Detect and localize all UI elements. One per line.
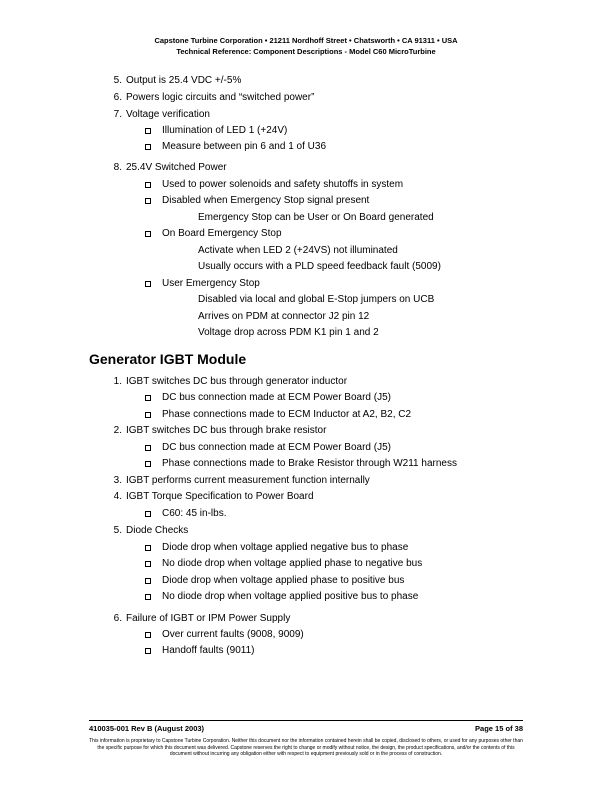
item-text: Disabled via local and global E-Stop jumpers on UCB <box>198 294 435 305</box>
header-company-line: Capstone Turbine Corporation • 21211 Nordhoff Street • Chatsworth • CA 91311 • USA <box>154 36 458 45</box>
checkbox-bullet-icon <box>145 561 151 567</box>
item-text: Activate when LED 2 (+24VS) not illuminated <box>198 245 398 256</box>
item-number: 5. <box>113 75 122 86</box>
item-text: On Board Emergency Stop <box>162 228 282 239</box>
footer-doc-id: 410035-001 Rev B (August 2003) <box>89 724 205 733</box>
checkbox-bullet-icon <box>145 144 151 150</box>
item-text: Phase connections made to Brake Resistor through W211 harness <box>162 458 457 469</box>
item-number: 3. <box>113 475 122 486</box>
item-text: Over current faults (9008, 9009) <box>162 629 304 640</box>
page-header <box>0 36 612 57</box>
checkbox-bullet-icon <box>145 511 151 517</box>
item-text: Measure between pin 6 and 1 of U36 <box>162 141 326 152</box>
item-text: Diode drop when voltage applied phase to positive bus <box>162 575 405 586</box>
item-text: Illumination of LED 1 (+24V) <box>162 125 288 136</box>
item-number: 2. <box>113 425 122 436</box>
item-text: Diode drop when voltage applied negative bus to phase <box>162 542 409 553</box>
item-text: IGBT performs current measurement function internally <box>126 475 370 486</box>
item-text: Arrives on PDM at connector J2 pin 12 <box>198 311 370 322</box>
checkbox-bullet-icon <box>145 281 151 287</box>
checkbox-bullet-icon <box>145 198 151 204</box>
item-number: 7. <box>113 109 122 120</box>
checkbox-bullet-icon <box>145 231 151 237</box>
item-text: DC bus connection made at ECM Power Board (J5) <box>162 442 391 453</box>
item-text: No diode drop when voltage applied positive bus to phase <box>162 591 419 602</box>
item-text: Voltage verification <box>126 109 210 120</box>
footer-divider <box>89 720 523 721</box>
item-text: Usually occurs with a PLD speed feedback fault (5009) <box>198 261 441 272</box>
checkbox-bullet-icon <box>145 648 151 654</box>
item-text: C60: 45 in-lbs. <box>162 508 227 519</box>
checkbox-bullet-icon <box>145 395 151 401</box>
item-text: Diode Checks <box>126 525 189 536</box>
item-number: 6. <box>113 92 122 103</box>
item-text: IGBT switches DC bus through brake resistor <box>126 425 327 436</box>
checkbox-bullet-icon <box>145 128 151 134</box>
item-text: Failure of IGBT or IPM Power Supply <box>126 613 291 624</box>
item-number: 1. <box>113 376 122 387</box>
checkbox-bullet-icon <box>145 545 151 551</box>
item-text: No diode drop when voltage applied phase to negative bus <box>162 558 423 569</box>
item-number: 4. <box>113 491 122 502</box>
checkbox-bullet-icon <box>145 412 151 418</box>
item-text: Handoff faults (9011) <box>162 645 255 656</box>
item-text: Output is 25.4 VDC +/-5% <box>126 75 242 86</box>
item-number: 6. <box>113 613 122 624</box>
footer-page-number: Page 15 of 38 <box>475 724 523 733</box>
item-number: 5. <box>113 525 122 536</box>
checkbox-bullet-icon <box>145 461 151 467</box>
item-number: 8. <box>113 162 122 173</box>
item-text: Disabled when Emergency Stop signal present <box>162 195 370 206</box>
item-text: Phase connections made to ECM Inductor at A2, B2, C2 <box>162 409 412 420</box>
item-text: Emergency Stop can be User or On Board generated <box>198 212 434 223</box>
header-reference-line: Technical Reference: Component Descriptions - Model C60 MicroTurbine <box>176 46 436 56</box>
item-text: DC bus connection made at ECM Power Board (J5) <box>162 392 391 403</box>
checkbox-bullet-icon <box>145 578 151 584</box>
checkbox-bullet-icon <box>145 445 151 451</box>
item-text: Used to power solenoids and safety shutoffs in system <box>162 179 404 190</box>
item-text: Powers logic circuits and “switched power” <box>126 92 315 103</box>
checkbox-bullet-icon <box>145 632 151 638</box>
item-text: User Emergency Stop <box>162 278 260 289</box>
checkbox-bullet-icon <box>145 182 151 188</box>
item-text: 25.4V Switched Power <box>126 162 227 173</box>
item-text: IGBT Torque Specification to Power Board <box>126 491 314 502</box>
footer-proprietary-notice: This information is proprietary to Capstone Turbine Corporation. Neither this document nor the information contained herein shall be copied, disclosed to others, or used for any purposes other than the specific purpose for which this document was delivered. Capstone reserves the right to change or modify without notice, the design, the product specifications, and/or the contents of this document without incurring any obligation either with respect to equipment previously sold or in the process of construction. <box>89 738 523 757</box>
item-text: Voltage drop across PDM K1 pin 1 and 2 <box>198 327 379 338</box>
section-heading: Generator IGBT Module <box>89 351 247 367</box>
checkbox-bullet-icon <box>145 594 151 600</box>
item-text: IGBT switches DC bus through generator inductor <box>126 376 348 387</box>
